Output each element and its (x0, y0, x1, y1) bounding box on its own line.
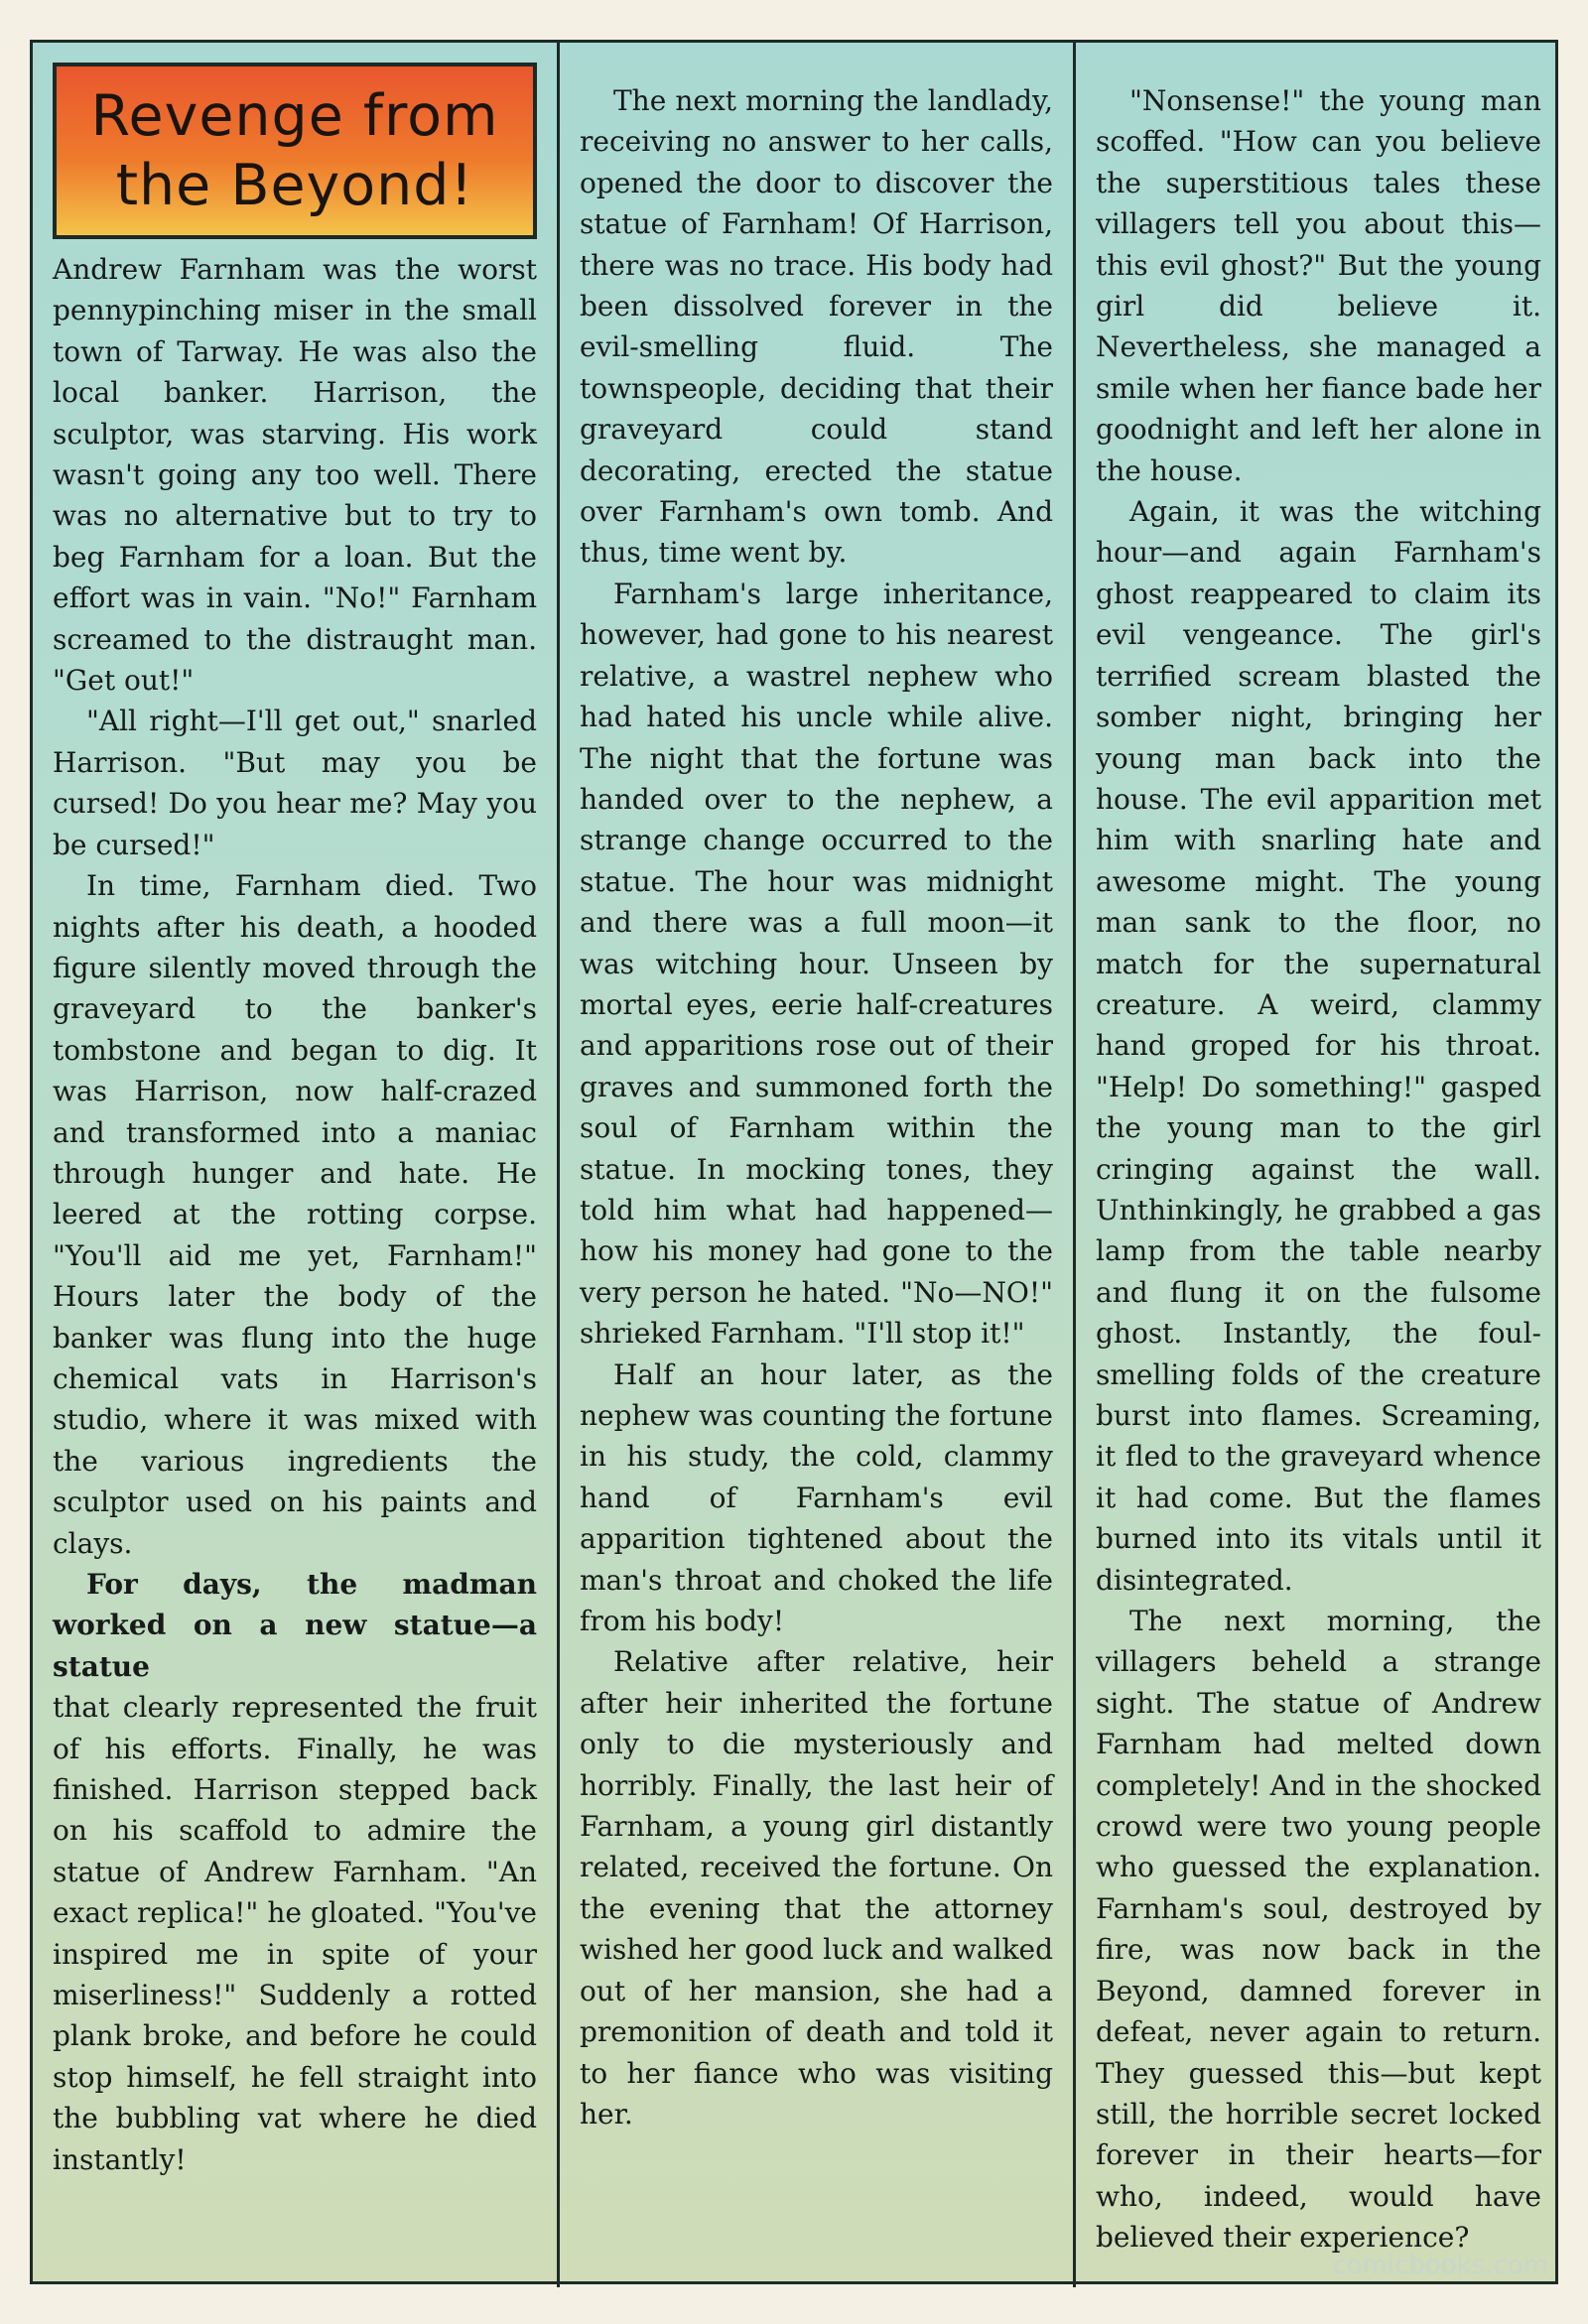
paragraph: "Nonsense!" the young man scoffed. "How can you believe the superstitious tales these villagers tell you about this—this evil ghost?" But the young girl did believe it. Nevertheless, she managed a smile when her fiance bade her goodnight and left her alone in the house. (1096, 84, 1541, 487)
column-1 (33, 43, 557, 2287)
story-page (30, 40, 1558, 2284)
paragraph: that clearly represented the fruit of his efforts. Finally, he was finished. Harrison stepped back on his scaffold to admire the statue of Andrew Farnham. "An exact replica!" he gloated. "You've inspired me in spite of your miserliness!" Suddenly a rotted plank broke, and before he could stop himself, he fell straight into the bubbling vat where he died instantly! (53, 1691, 537, 2176)
paragraph: Andrew Farnham was the worst pennypinching miser in the small town of Tarway. He was also the local banker. Harrison, the sculptor, was starving. His work wasn't going any too well. There was no alternative but to try to beg Farnham for a loan. But the effort was in vain. "No!" Farnham screamed to the distraught man. "Get out!" (53, 253, 537, 698)
paragraph: Again, it was the witching hour—and again Farnham's ghost reappeared to claim its evil vengeance. The girl's terrified scream blasted the somber night, bringing her young man back into the house. The evil apparition met him with snarling hate and awesome might. The young man sank to the floor, no match for the supernatural creature. A weird, clammy hand groped for his throat. "Help! Do something!" gasped the young man to the girl cringing against the wall. Unthinkingly, he grabbed a gas lamp from the table nearby and flung it on the fulsome ghost. Instantly, the foul-smelling folds of the creature burst into flames. Screaming, it fled to the graveyard whence it had come. But the flames burned into its vitals until it disintegrated. (1096, 495, 1541, 1597)
paragraph: Farnham's large inheritance, however, had gone to his nearest relative, a wastrel nephew who had hated his uncle while alive. The night that the fortune was handed over to the nephew, a strange change occurred to the statue. The hour was midnight and there was a full moon—it was witching hour. Unseen by mortal eyes, eerie half-creatures and apparitions rose out of their graves and summoned forth the soul of Farnham within the statue. In mocking tones, they told him what had happened—how his money had gone to the very person he hated. "No—NO!" shrieked Farnham. "I'll stop it!" (580, 577, 1053, 1351)
paragraph: In time, Farnham died. Two nights after his death, a hooded figure silently moved through the graveyard to the banker's tombstone and began to dig. It was Harrison, now half-crazed and transformed into a maniac through hunger and hate. He leered at the rotting corpse. "You'll aid me yet, Farnham!" Hours later the body of the banker was flung into the huge chemical vats in Harrison's studio, where it was mixed with the various ingredients the sculptor used on his paints and clays. (53, 869, 537, 1560)
column-3 (1073, 43, 1561, 2287)
column-2 (557, 43, 1073, 2287)
story-title: Revenge from the Beyond! (90, 83, 499, 218)
title-box (53, 63, 537, 239)
watermark: comicbooks.com (1332, 2251, 1548, 2280)
paragraph: For days, the madman worked on a new statue—a statue (53, 1568, 537, 1683)
paragraph: "All right—I'll get out," snarled Harrison. "But may you be cursed! Do you hear me? May you be cursed!" (53, 705, 537, 861)
paragraph: Half an hour later, as the nephew was counting the fortune in his study, the cold, clammy hand of Farnham's evil apparition tightened about the man's throat and choked the life from his body! (580, 1357, 1053, 1638)
paragraph: The next morning the landlady, receiving no answer to her calls, opened the door to discover the statue of Farnham! Of Harrison, there was no trace. His body had been dissolved forever in the evil-smelling fluid. The townspeople, deciding that their graveyard could stand decorating, erected the statue over Farnham's own tomb. And thus, time went by. (580, 84, 1053, 570)
paragraph: Relative after relative, heir after heir inherited the fortune only to die mysteriously and horribly. Finally, the last heir of Farnham, a young girl distantly related, received the fortune. On the evening that the attorney wished her good luck and walked out of her mansion, she had a premonition of death and told it to her fiance who was visiting her. (580, 1645, 1053, 2130)
paragraph: The next morning, the villagers beheld a strange sight. The statue of Andrew Farnham had melted down completely! And in the shocked crowd were two young people who guessed the explanation. Farnham's soul, destroyed by fire, was now back in the Beyond, damned forever in defeat, never again to return. They guessed this—but kept still, the horrible secret locked forever in their hearts—for who, indeed, would have believed their experience? (1096, 1605, 1541, 2255)
